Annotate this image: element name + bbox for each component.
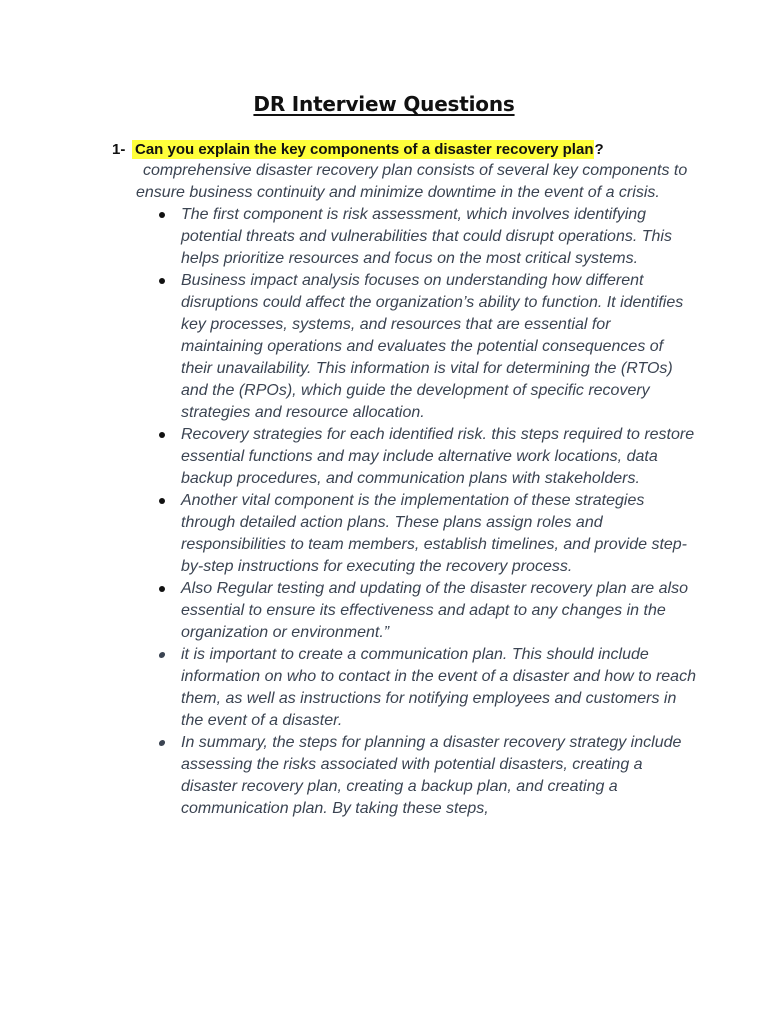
list-item-text: Another vital component is the implementation of these strategies through detailed action plans. These plans assign roles and responsibilities to team members, establish timelines, and provide step-by-step instructions for executing the recovery process. [181, 492, 688, 575]
bullet-icon [158, 652, 165, 658]
list-item-text: The first component is risk assessment, which involves identifying potential threats and vulnerabilities that could disrupt operations. This helps prioritize resources and focus on the most critical systems. [181, 206, 672, 267]
list-item [136, 732, 696, 820]
question-suffix: ? [594, 141, 604, 158]
document-title [0, 92, 768, 116]
bullet-icon [159, 432, 165, 438]
list-item [136, 490, 696, 578]
question-text-highlighted: Can you explain the key components of a disaster recovery plan [132, 140, 594, 159]
bullet-icon [158, 740, 165, 746]
list-item [136, 204, 696, 270]
list-item-text: In summary, the steps for planning a disaster recovery strategy include assessing the risks associated with potential disasters, creating a disaster recovery plan, creating a backup plan, and creating a communication plan. By taking these steps, [181, 734, 682, 817]
answer-intro [136, 160, 696, 204]
list-item [136, 424, 696, 490]
answer-intro-text: comprehensive disaster recovery plan consists of several key components to ensure business continuity and minimize downtime in the event of a crisis. [136, 162, 688, 201]
document-title-text: DR Interview Questions [253, 92, 515, 116]
bullet-icon [159, 212, 165, 218]
answer-bullet-list [136, 204, 696, 820]
list-item-text: Business impact analysis focuses on understanding how different disruptions could affect the organization’s ability to function. It identifies key processes, systems, and resources that are essential for maintaining operations and evaluates the potential consequences of their unavailability. This information is vital for determining the (RTOs) and the (RPOs), which guide the development of specific recovery strategies and resource allocation. [181, 272, 684, 421]
question-1 [112, 141, 604, 158]
list-item [136, 644, 696, 732]
question-number: 1- [112, 141, 126, 158]
list-item-text: Recovery strategies for each identified risk. this steps required to restore essential functions and may include alternative work locations, data backup procedures, and communication plans with stakeholders. [181, 426, 695, 487]
list-item-text: it is important to create a communication plan. This should include information on who to contact in the event of a disaster and how to reach them, as well as instructions for notifying employees and customers in the event of a disaster. [181, 646, 696, 729]
answer-body [136, 160, 696, 820]
bullet-icon [159, 498, 165, 504]
list-item [136, 270, 696, 424]
list-item [136, 578, 696, 644]
list-item-text: Also Regular testing and updating of the disaster recovery plan are also essential to ensure its effectiveness and adapt to any changes in the organization or environment.” [181, 580, 688, 641]
bullet-icon [159, 586, 165, 592]
bullet-icon [159, 278, 165, 284]
